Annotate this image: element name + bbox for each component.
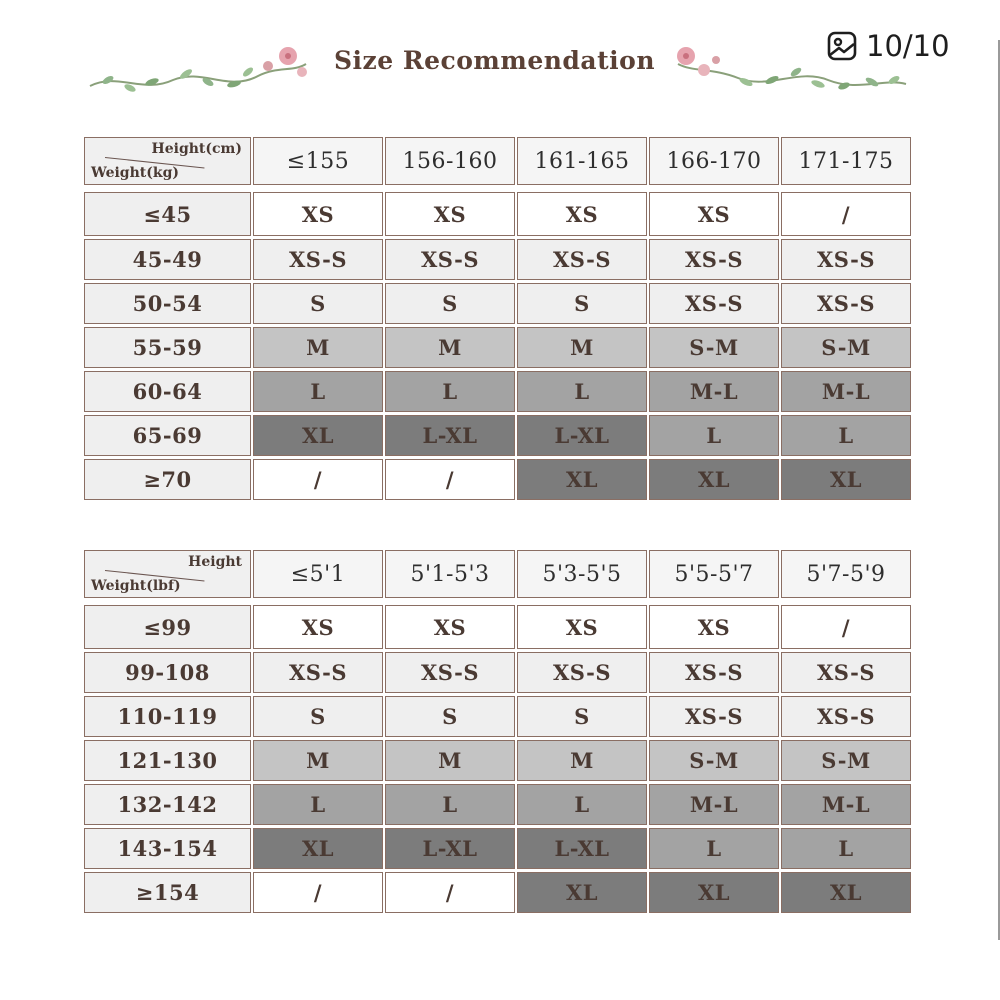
size-value: XL — [565, 467, 599, 492]
size-value: S — [574, 704, 590, 729]
row-header: ≥70 — [84, 459, 251, 500]
size-cell — [253, 828, 383, 869]
row-header: ≤99 — [84, 605, 251, 649]
size-cell — [649, 327, 779, 368]
size-value: / — [445, 467, 455, 492]
size-value: M — [570, 748, 594, 773]
size-cell — [517, 828, 647, 869]
size-value: M — [570, 335, 594, 360]
size-value: L-XL — [422, 423, 478, 448]
size-value: L — [838, 836, 854, 861]
size-value: L — [706, 423, 722, 448]
size-value: XS-S — [552, 660, 612, 685]
size-value: XS-S — [552, 247, 612, 272]
size-value: / — [313, 880, 323, 905]
size-cell — [781, 459, 911, 500]
column-header: 5'5-5'7 — [649, 550, 779, 598]
corner-height-label: Height — [188, 554, 242, 570]
size-value: L-XL — [554, 423, 610, 448]
size-cell — [517, 192, 647, 236]
size-value: L — [442, 379, 458, 404]
row-header: 45-49 — [84, 239, 251, 280]
corner-height-label: Height(cm) — [151, 141, 242, 157]
row-header: 50-54 — [84, 283, 251, 324]
size-cell — [253, 696, 383, 737]
size-value: XS-S — [288, 660, 348, 685]
size-cell — [253, 192, 383, 236]
size-cell — [253, 327, 383, 368]
size-cell — [385, 872, 515, 913]
row-header: 132-142 — [84, 784, 251, 825]
size-cell — [253, 415, 383, 456]
size-value: XS — [433, 614, 467, 640]
size-value: S-M — [689, 335, 739, 360]
size-cell — [781, 327, 911, 368]
row-header: ≤45 — [84, 192, 251, 236]
size-cell — [781, 652, 911, 693]
size-cell — [649, 415, 779, 456]
column-header: ≤5'1 — [253, 550, 383, 598]
size-cell — [517, 784, 647, 825]
size-cell — [781, 828, 911, 869]
size-value: XS — [697, 201, 731, 227]
size-cell — [253, 459, 383, 500]
size-value: M-L — [821, 792, 871, 817]
size-cell — [649, 696, 779, 737]
column-header: ≤155 — [253, 137, 383, 185]
header-spacer — [84, 598, 911, 605]
column-header: 161-165 — [517, 137, 647, 185]
size-value: L-XL — [554, 836, 610, 861]
page-title: Size Recommendation — [334, 46, 655, 75]
size-value: XS — [565, 614, 599, 640]
row-header: 65-69 — [84, 415, 251, 456]
size-value: S — [310, 291, 326, 316]
size-cell — [517, 327, 647, 368]
size-cell — [649, 283, 779, 324]
size-value: M — [306, 335, 330, 360]
column-header: 166-170 — [649, 137, 779, 185]
size-cell — [781, 696, 911, 737]
size-value: S — [310, 704, 326, 729]
size-value: / — [841, 614, 851, 640]
size-value: XS — [697, 614, 731, 640]
table-corner-header — [84, 137, 251, 185]
size-cell — [649, 652, 779, 693]
size-cell — [781, 371, 911, 412]
size-cell — [649, 828, 779, 869]
size-value: / — [841, 201, 851, 227]
size-value: L — [442, 792, 458, 817]
size-value: L-XL — [422, 836, 478, 861]
row-header: 121-130 — [84, 740, 251, 781]
size-cell — [385, 371, 515, 412]
size-value: XS-S — [684, 660, 744, 685]
size-cell — [517, 371, 647, 412]
size-value: L — [310, 792, 326, 817]
size-value: XL — [697, 467, 731, 492]
size-cell — [649, 605, 779, 649]
size-cell — [649, 872, 779, 913]
size-value: / — [313, 467, 323, 492]
size-value: XS-S — [816, 704, 876, 729]
row-header: 60-64 — [84, 371, 251, 412]
size-cell — [781, 239, 911, 280]
size-cell — [781, 605, 911, 649]
size-value: XL — [697, 880, 731, 905]
size-cell — [649, 459, 779, 500]
size-cell — [253, 784, 383, 825]
size-cell — [385, 327, 515, 368]
column-header: 5'3-5'5 — [517, 550, 647, 598]
size-cell — [781, 740, 911, 781]
size-cell — [253, 605, 383, 649]
size-table-metric — [84, 137, 911, 500]
size-value: XL — [829, 880, 863, 905]
size-value: L — [574, 792, 590, 817]
size-value: XS — [301, 614, 335, 640]
size-cell — [517, 872, 647, 913]
size-value: M-L — [689, 379, 739, 404]
size-value: XS-S — [420, 247, 480, 272]
header-spacer — [84, 185, 911, 192]
size-value: XS-S — [816, 247, 876, 272]
corner-weight-label: Weight(kg) — [91, 165, 179, 181]
column-header: 171-175 — [781, 137, 911, 185]
size-cell — [253, 239, 383, 280]
size-cell — [385, 740, 515, 781]
size-cell — [253, 652, 383, 693]
size-cell — [517, 696, 647, 737]
size-cell — [385, 283, 515, 324]
size-value: XS — [433, 201, 467, 227]
size-value: S-M — [821, 748, 871, 773]
size-value: M-L — [689, 792, 739, 817]
row-header: ≥154 — [84, 872, 251, 913]
size-value: M-L — [821, 379, 871, 404]
size-value: M — [438, 748, 462, 773]
size-cell — [517, 740, 647, 781]
size-value: / — [445, 880, 455, 905]
size-cell — [385, 239, 515, 280]
size-value: M — [438, 335, 462, 360]
size-cell — [649, 784, 779, 825]
size-value: XS — [301, 201, 335, 227]
column-header: 5'1-5'3 — [385, 550, 515, 598]
size-cell — [517, 239, 647, 280]
size-value: L — [574, 379, 590, 404]
size-value: XS — [565, 201, 599, 227]
size-cell — [517, 652, 647, 693]
size-cell — [649, 239, 779, 280]
size-value: M — [306, 748, 330, 773]
size-cell — [385, 605, 515, 649]
size-cell — [517, 283, 647, 324]
size-value: XS-S — [288, 247, 348, 272]
size-cell — [517, 459, 647, 500]
row-header: 143-154 — [84, 828, 251, 869]
size-value: L — [706, 836, 722, 861]
corner-weight-label: Weight(lbf) — [91, 578, 181, 594]
image-counter-text: 10/10 — [866, 29, 950, 63]
size-cell — [781, 872, 911, 913]
size-cell — [781, 415, 911, 456]
size-cell — [517, 605, 647, 649]
size-cell — [649, 371, 779, 412]
size-value: XS-S — [684, 704, 744, 729]
table-corner-header — [84, 550, 251, 598]
size-cell — [385, 696, 515, 737]
floral-vine-left-icon — [88, 42, 318, 102]
size-value: XS-S — [816, 291, 876, 316]
row-header: 99-108 — [84, 652, 251, 693]
size-cell — [385, 459, 515, 500]
size-value: S — [574, 291, 590, 316]
size-cell — [253, 283, 383, 324]
size-value: S — [442, 291, 458, 316]
size-cell — [385, 784, 515, 825]
title-banner — [0, 30, 1000, 110]
size-value: XL — [301, 423, 335, 448]
size-cell — [385, 415, 515, 456]
size-value: XS-S — [684, 291, 744, 316]
size-cell — [649, 192, 779, 236]
size-value: XS-S — [420, 660, 480, 685]
size-value: S-M — [821, 335, 871, 360]
size-value: S-M — [689, 748, 739, 773]
size-value: S — [442, 704, 458, 729]
size-value: XS-S — [816, 660, 876, 685]
column-header: 5'7-5'9 — [781, 550, 911, 598]
size-value: XS-S — [684, 247, 744, 272]
size-cell — [517, 415, 647, 456]
size-cell — [781, 784, 911, 825]
size-cell — [253, 872, 383, 913]
size-cell — [649, 740, 779, 781]
size-cell — [781, 283, 911, 324]
size-cell — [385, 192, 515, 236]
size-value: XL — [565, 880, 599, 905]
size-cell — [385, 828, 515, 869]
size-value: L — [838, 423, 854, 448]
row-header: 110-119 — [84, 696, 251, 737]
column-header: 156-160 — [385, 137, 515, 185]
size-cell — [385, 652, 515, 693]
size-cell — [253, 371, 383, 412]
row-header: 55-59 — [84, 327, 251, 368]
size-value: XL — [301, 836, 335, 861]
floral-vine-right-icon — [668, 42, 908, 102]
size-cell — [253, 740, 383, 781]
size-value: L — [310, 379, 326, 404]
size-value: XL — [829, 467, 863, 492]
size-cell — [781, 192, 911, 236]
size-table-imperial — [84, 550, 911, 913]
